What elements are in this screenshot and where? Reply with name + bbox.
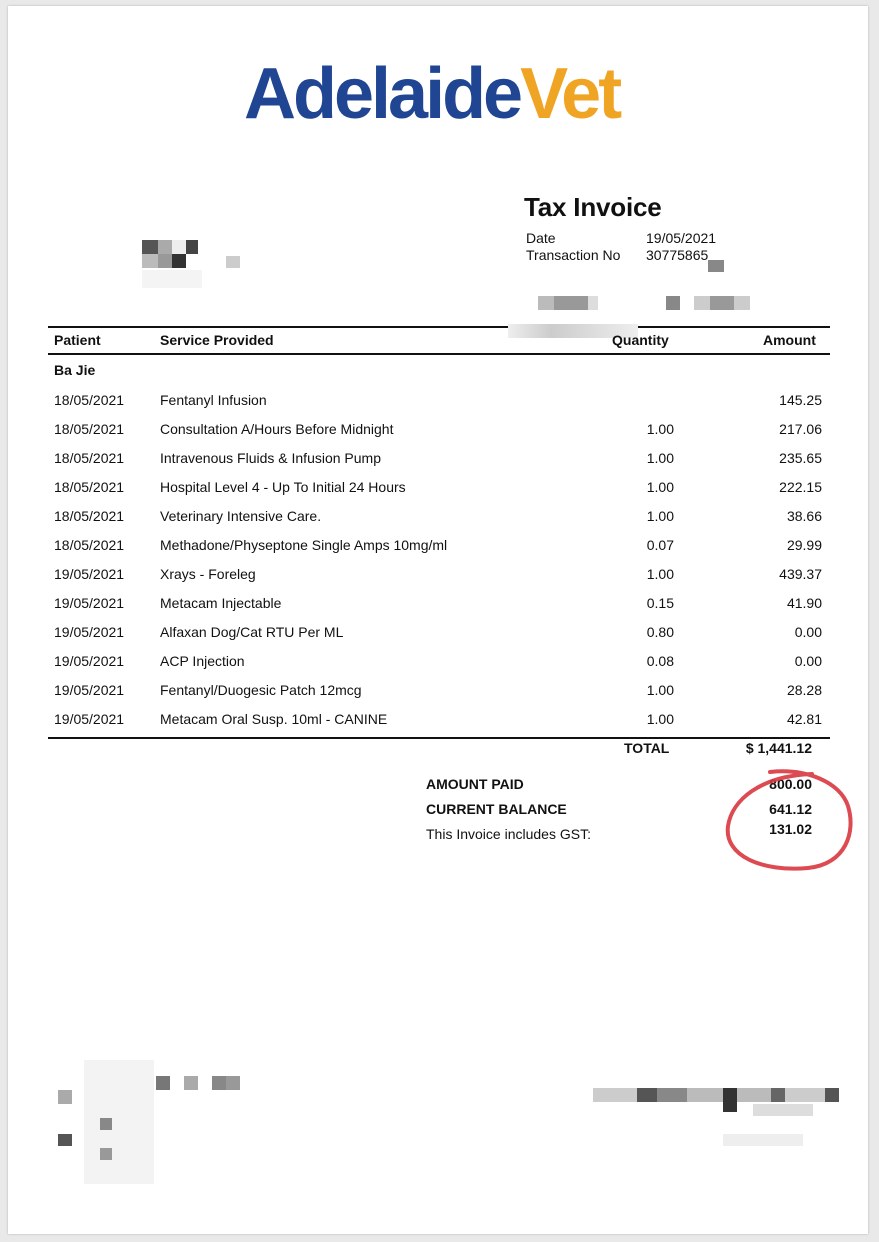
row-quantity: 0.80 <box>646 624 674 640</box>
row-service: Metacam Injectable <box>160 595 282 611</box>
total-value: $ 1,441.12 <box>745 740 812 756</box>
row-date: 19/05/2021 <box>54 682 125 698</box>
row-date: 19/05/2021 <box>54 595 125 611</box>
row-amount: 29.99 <box>786 537 822 553</box>
row-date: 19/05/2021 <box>54 653 125 669</box>
row-quantity: 1.00 <box>646 421 674 437</box>
brand-logo-part2: Vet <box>520 54 620 134</box>
row-quantity: 1.00 <box>646 450 674 466</box>
gst-label: This Invoice includes GST: <box>426 826 591 842</box>
current-balance-value: 641.12 <box>769 801 812 817</box>
invoice-date-value: 19/05/2021 <box>646 230 717 246</box>
header-quantity: Quantity <box>612 332 669 348</box>
row-date: 18/05/2021 <box>54 479 125 495</box>
row-quantity: 0.15 <box>646 595 674 611</box>
row-service: Metacam Oral Susp. 10ml - CANINE <box>160 711 388 727</box>
row-quantity: 0.07 <box>646 537 674 553</box>
header-patient: Patient <box>54 332 101 348</box>
amount-paid-label: AMOUNT PAID <box>426 776 524 792</box>
row-quantity: 0.08 <box>646 653 674 669</box>
invoice-title: Tax Invoice <box>524 192 662 222</box>
row-service: Veterinary Intensive Care. <box>160 508 322 524</box>
row-service: ACP Injection <box>160 653 245 669</box>
row-amount: 235.65 <box>779 450 822 466</box>
amount-paid-value: 800.00 <box>769 776 812 792</box>
row-service: Hospital Level 4 - Up To Initial 24 Hours <box>160 479 406 495</box>
row-service: Consultation A/Hours Before Midnight <box>160 421 394 437</box>
invoice-transaction-value: 30775865 <box>646 247 709 263</box>
row-quantity: 1.00 <box>646 508 674 524</box>
row-amount: 217.06 <box>779 421 822 437</box>
row-amount: 222.15 <box>779 479 822 495</box>
row-date: 19/05/2021 <box>54 624 125 640</box>
row-amount: 145.25 <box>779 392 822 408</box>
invoice-transaction-label: Transaction No <box>526 247 621 263</box>
row-quantity: 1.00 <box>646 682 674 698</box>
row-amount: 28.28 <box>786 682 822 698</box>
row-date: 18/05/2021 <box>54 421 125 437</box>
row-amount: 41.90 <box>786 595 822 611</box>
row-date: 18/05/2021 <box>54 392 125 408</box>
row-date: 19/05/2021 <box>54 711 125 727</box>
current-balance-label: CURRENT BALANCE <box>426 801 567 817</box>
row-amount: 439.37 <box>779 566 822 582</box>
header-amount: Amount <box>763 332 816 348</box>
row-quantity: 1.00 <box>646 711 674 727</box>
row-service: Methadone/Physeptone Single Amps 10mg/ml <box>160 537 448 553</box>
row-service: Xrays - Foreleg <box>160 566 256 582</box>
row-amount: 42.81 <box>786 711 822 727</box>
brand-logo-part1: Adelaide <box>244 54 521 134</box>
row-date: 18/05/2021 <box>54 450 125 466</box>
gst-value: 131.02 <box>769 821 812 837</box>
row-amount: 38.66 <box>786 508 822 524</box>
row-quantity: 1.00 <box>646 566 674 582</box>
patient-name: Ba Jie <box>54 362 96 378</box>
row-quantity: 1.00 <box>646 479 674 495</box>
row-amount: 0.00 <box>794 624 822 640</box>
row-service: Fentanyl/Duogesic Patch 12mcg <box>160 682 362 698</box>
row-service: Intravenous Fluids & Infusion Pump <box>160 450 382 466</box>
row-amount: 0.00 <box>794 653 822 669</box>
header-service: Service Provided <box>160 332 274 348</box>
row-date: 18/05/2021 <box>54 537 125 553</box>
invoice-date-label: Date <box>526 230 556 246</box>
row-date: 19/05/2021 <box>54 566 125 582</box>
total-label: TOTAL <box>624 740 670 756</box>
row-service: Alfaxan Dog/Cat RTU Per ML <box>160 624 344 640</box>
row-date: 18/05/2021 <box>54 508 125 524</box>
row-service: Fentanyl Infusion <box>160 392 267 408</box>
